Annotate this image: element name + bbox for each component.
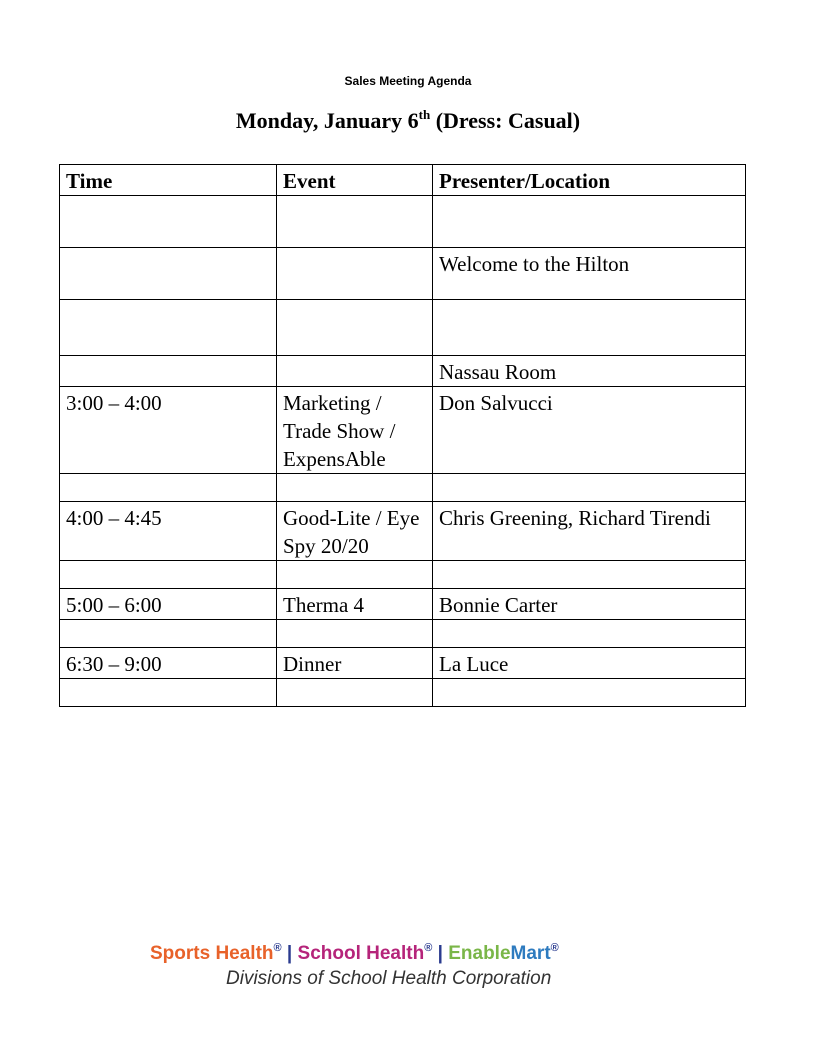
brand-school-health: School Health xyxy=(297,943,425,964)
table-row xyxy=(60,300,746,356)
table-row xyxy=(60,502,746,561)
cell-presenter xyxy=(433,620,746,648)
cell-presenter: Welcome to the Hilton xyxy=(433,248,746,300)
cell-event xyxy=(277,474,433,502)
cell-time xyxy=(60,300,277,356)
title-dress-code: (Dress: Casual) xyxy=(430,108,581,133)
table-row xyxy=(60,589,746,620)
cell-event xyxy=(277,356,433,387)
cell-event: Therma 4 xyxy=(277,589,433,620)
cell-presenter xyxy=(433,474,746,502)
cell-presenter xyxy=(433,561,746,589)
cell-time: 4:00 – 4:45 xyxy=(60,502,277,561)
title-ordinal-suffix: th xyxy=(418,107,431,122)
table-row xyxy=(60,248,746,300)
document-label: Sales Meeting Agenda xyxy=(344,74,472,88)
cell-time xyxy=(60,248,277,300)
page-title xyxy=(0,108,816,134)
cell-event xyxy=(277,679,433,707)
registered-mark: ® xyxy=(550,942,559,954)
cell-event xyxy=(277,561,433,589)
cell-time: 6:30 – 9:00 xyxy=(60,648,277,679)
table-row xyxy=(60,620,746,648)
table-row xyxy=(60,561,746,589)
cell-time xyxy=(60,561,277,589)
cell-time xyxy=(60,474,277,502)
cell-time: 3:00 – 4:00 xyxy=(60,387,277,474)
cell-presenter xyxy=(433,196,746,248)
table-row xyxy=(60,387,746,474)
cell-event: Dinner xyxy=(277,648,433,679)
brand-separator: | xyxy=(286,943,293,964)
cell-time: 5:00 – 6:00 xyxy=(60,589,277,620)
cell-presenter xyxy=(433,300,746,356)
header-time: Time xyxy=(60,165,277,196)
cell-event: Marketing / Trade Show / ExpensAble xyxy=(277,387,433,474)
cell-event xyxy=(277,248,433,300)
cell-presenter: La Luce xyxy=(433,648,746,679)
cell-event xyxy=(277,196,433,248)
registered-mark: ® xyxy=(424,942,433,954)
cell-presenter: Don Salvucci xyxy=(433,387,746,474)
cell-presenter: Chris Greening, Richard Tirendi xyxy=(433,502,746,561)
table-header-row xyxy=(60,165,746,196)
title-date: Monday, January 6 xyxy=(235,108,419,133)
cell-time xyxy=(60,196,277,248)
registered-mark: ® xyxy=(273,942,282,954)
cell-time xyxy=(60,356,277,387)
table-row xyxy=(60,474,746,502)
table-row xyxy=(60,196,746,248)
cell-presenter: Bonnie Carter xyxy=(433,589,746,620)
header-presenter-location: Presenter/Location xyxy=(433,165,746,196)
table-row xyxy=(60,356,746,387)
cell-presenter xyxy=(433,679,746,707)
cell-time xyxy=(60,620,277,648)
table-row xyxy=(60,679,746,707)
brand-separator: | xyxy=(437,943,443,964)
header-event: Event xyxy=(277,165,433,196)
cell-presenter: Nassau Room xyxy=(433,356,746,387)
brand-mart: Mart xyxy=(510,943,551,964)
footer-tagline: Divisions of School Health Corporation xyxy=(226,968,552,989)
agenda-table xyxy=(59,164,746,707)
footer-brands xyxy=(150,943,559,965)
brand-sports-health: Sports Health xyxy=(150,943,274,964)
cell-event xyxy=(277,620,433,648)
brand-enable: Enable xyxy=(448,943,511,964)
cell-event xyxy=(277,300,433,356)
table-row xyxy=(60,648,746,679)
cell-event: Good-Lite / Eye Spy 20/20 xyxy=(277,502,433,561)
cell-time xyxy=(60,679,277,707)
